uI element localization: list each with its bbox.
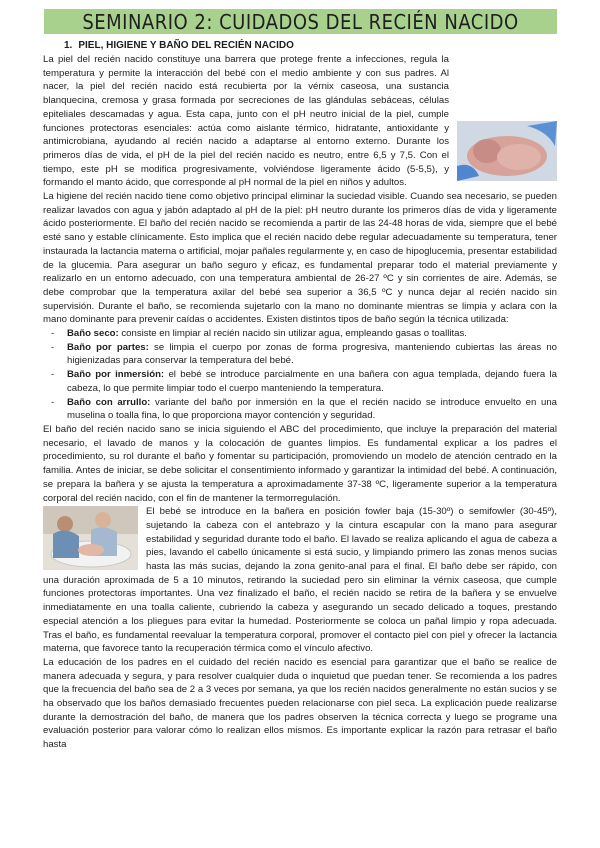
paragraph-hygiene: La higiene del recién nacido tiene como objetivo principal eliminar la suciedad visible. Cuando sea necesario, se pueden realizar lavados con agua y jabón adaptado al pH de la piel: pH neutro durante los primeros días de vida y ligeramente ácido posteriormente. El baño del recién nacido se recomienda a partir de las 24-48 horas de vida, siempre que el bebé esté sano y estable clínicamente. Esto implica que el recién nacido debe regular adecuadamente su temperatura, tener instaurada la lactancia materna o artificial, mojar pañales regularmente y, en caso de hipoglucemia, presentar estabilidad de la glucemia. Para asegurar un baño seguro y eficaz, es fundamental preparar todo el material previamente y realizarlo en un entorno adecuado, con una temperatura ambiental de 26-27 ºC y sin corrientes de aire. Además, se debe comprobar que la temperatura axilar del bebé sea superior a 36,5 ºC y nunca dejar al recién nacido sin supervisión. Durante el baño, se recomienda sujetarlo con la mano no dominante mientras se limpia y aclara con la mano dominante para prevenir caídas o accidentes. Existen distintos tipos de baño según la técnica utilizada:	[43, 191, 557, 326]
newborn-photo	[457, 121, 557, 181]
list-item: - Baño por partes: se limpia el cuerpo por zonas de forma progresiva, manteniendo cubiertas las áreas no higienizadas para conservar la temperatura del bebé.	[67, 341, 557, 368]
list-item: - Baño seco: consiste en limpiar al recién nacido sin utilizar agua, empleando gasas o toallitas.	[67, 327, 557, 341]
paragraph-bath-technique: El bebé se introduce en la bañera en posición fowler baja (15-30º) o semifowler (30-45º), sujetando la cabeza con el antebrazo y la cintura escapular con la mano para asegurar estabilidad y seguridad durante todo el baño. El lavado se realiza aplicando el agua de cabeza a pies, lavando el cabello únicamente si está sucio, y limpiando primero las zonas menos sucias hasta las más sucias, dejando la zona genito-anal para el final. El baño debe ser rápido, con una duración aproximada de 5 a 10 minutos, retirando la suciedad pero sin eliminar la vérnix caseosa, que cumple funciones protectoras importantes. Una vez finalizado el baño, el recién nacido se retira de la bañera y se envuelve inmediatamente en una toalla caliente, cubriendo la cabeza y asegurando un secado delicado a toques, prestando especial atención a los pliegues para evitar la humedad. Posteriormente se coloca un pañal limpio y ropa adecuada. Tras el baño, es fundamental reevaluar la temperatura corporal, promover el contacto piel con piel y ofrecer la lactancia materna, que favorece tanto la recuperación térmica como el vínculo afectivo.	[43, 506, 557, 655]
bathing-photo	[43, 506, 138, 570]
page-title: SEMINARIO 2: CUIDADOS DEL RECIÉN NACIDO	[82, 9, 519, 34]
section-number: 1.	[64, 40, 73, 51]
bath-types-list	[43, 327, 557, 423]
title-banner	[44, 9, 557, 34]
document-body	[43, 53, 557, 752]
list-item: - Baño con arrullo: variante del baño por inmersión en la que el recién nacido se introduce envuelto en una muselina o toalla fina, lo que proporciona mayor contención y seguridad.	[67, 396, 557, 423]
section-heading-text: PIEL, HIGIENE Y BAÑO DEL RECIÉN NACIDO	[78, 40, 294, 51]
paragraph-education: La educación de los padres en el cuidado del recién nacido es esencial para garantizar que el baño se realice de manera adecuada y segura, y para resolver cualquier duda o inquietud que puedan tener. Se recomienda a los padres que la frecuencia del baño sea de 2 a 3 veces por semana, ya que los recién nacidos generalmente no están sucios y se ha observado que los baños demasiado frecuentes pueden relacionarse con piel seca. La explicación puede realizarse durante la demostración del baño, de manera que los padres observen la técnica correcta y luego se programe una evaluación posterior para valorar cómo lo realizan ellos mismos. Es importante explicar la razón para retrasar el baño hasta	[43, 656, 557, 751]
paragraph-skin: La piel del recién nacido constituye una barrera que protege frente a infecciones, regula la temperatura y permite la interacción del bebé con el medio ambiente y con sus padres. Al nacer, la piel del recién nacido está recubierta por la vérnix caseosa, una sustancia blanquecina, cremosa y grasa formada por secreciones de las glándulas sebáceas, células epiteliales descamadas y agua. Esta capa, junto con el pH neutro inicial de la piel, cumple funciones protectoras esenciales: actúa como aislante térmico, hidratante, antioxidante y antimicrobiana, ayudando al recién nacido a adaptarse al entorno externo. Durante los primeros días de vida, el pH de la piel del recién nacido es neutro, entre 6,5 y 7,5. Con el tiempo, este pH se modifica progresivamente, volviéndose ligeramente ácido (5-5,5), y formando el manto ácido, que corresponde al pH normal de la piel en niños y adultos.	[43, 54, 449, 189]
section-heading	[64, 40, 294, 51]
list-item: - Baño por inmersión: el bebé se introduce parcialmente en una bañera con agua templada, dejando fuera la cabeza, lo que permite limpiar todo el cuerpo manteniendo la temperatura.	[67, 368, 557, 395]
paragraph-procedure: El baño del recién nacido sano se inicia siguiendo el ABC del procedimiento, que incluye la preparación del material necesario, el lavado de manos y la colocación de guantes limpios. Es fundamental explicar a los padres el procedimiento, su rol durante el baño y fomentar su participación, promoviendo un modelo de atención centrado en la familia. Antes de iniciar, se debe solicitar el consentimiento informado y garantizar la intimidad del bebé. A continuación, se prepara la bañera y se ajusta la temperatura a aproximadamente 37-38 ºC, ligeramente superior a la temperatura corporal del recién nacido, con el fin de mantener la termorregulación.	[43, 423, 557, 504]
